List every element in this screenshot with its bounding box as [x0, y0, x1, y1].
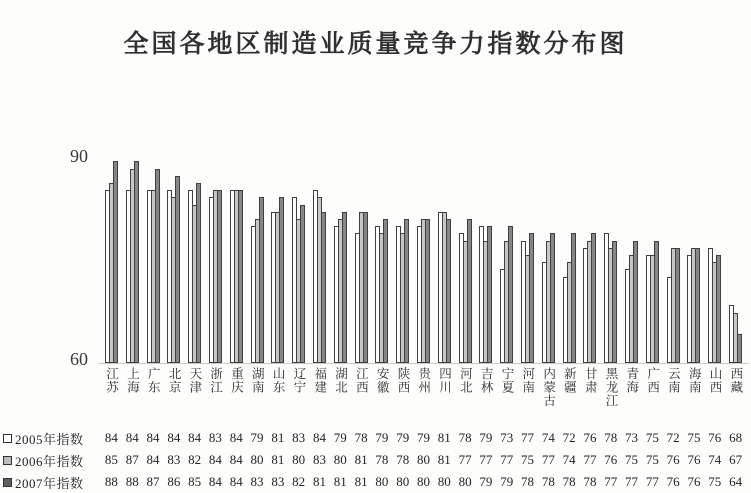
value-cell: 79	[416, 430, 430, 445]
value-cell: 84	[208, 452, 222, 467]
bar-group	[122, 147, 143, 363]
value-cell: 75	[521, 452, 535, 467]
value-cell: 80	[375, 474, 389, 489]
value-cell: 77	[521, 430, 535, 445]
value-cell: 79	[250, 430, 264, 445]
value-cell: 81	[437, 430, 451, 445]
value-cell: 81	[271, 430, 285, 445]
bar-2007	[238, 190, 243, 363]
x-axis-label: 新疆	[562, 367, 577, 394]
value-cell: 77	[458, 452, 472, 467]
value-cell: 78	[458, 430, 472, 445]
x-axis-label: 宁夏	[499, 367, 514, 394]
value-cell: 81	[354, 452, 368, 467]
bar-2007	[654, 241, 659, 363]
value-cell: 75	[708, 474, 722, 489]
value-cell: 80	[437, 474, 451, 489]
value-cell: 77	[604, 474, 618, 489]
x-axis-label: 重庆	[229, 367, 244, 394]
x-axis-label: 湖南	[250, 367, 265, 394]
value-cell: 84	[229, 430, 243, 445]
value-cell: 73	[625, 430, 639, 445]
value-cell: 82	[292, 474, 306, 489]
bar-group	[392, 147, 413, 363]
x-axis-label: 海南	[687, 367, 702, 394]
bar-2007	[383, 219, 388, 363]
value-cell: 77	[645, 474, 659, 489]
value-cell: 64	[729, 474, 743, 489]
bar-2007	[321, 212, 326, 363]
x-axis-line	[99, 363, 748, 364]
x-axis-label: 山西	[708, 367, 723, 394]
bar-2007	[300, 205, 305, 363]
bar-group	[455, 147, 476, 363]
plot-area	[101, 147, 746, 363]
value-cell: 79	[500, 474, 514, 489]
value-cell: 73	[500, 430, 514, 445]
bar-group	[101, 147, 122, 363]
value-cell: 85	[104, 452, 118, 467]
bar-group	[163, 147, 184, 363]
value-cell: 80	[333, 452, 347, 467]
bar-group	[330, 147, 351, 363]
value-cell: 76	[666, 474, 680, 489]
value-cell: 82	[188, 452, 202, 467]
x-axis-label: 广西	[645, 367, 660, 394]
bar-group	[538, 147, 559, 363]
bar-group	[580, 147, 601, 363]
bar-2007	[529, 233, 534, 363]
legend-swatch-2007	[3, 478, 12, 487]
value-cell: 78	[396, 452, 410, 467]
x-axis-labels	[101, 367, 746, 408]
value-cell: 81	[312, 474, 326, 489]
x-axis-label: 吉林	[479, 367, 494, 394]
value-cell: 84	[229, 452, 243, 467]
table-row-2006	[0, 449, 751, 471]
bar-2007	[675, 248, 680, 363]
legend-label: 2007年指数	[15, 475, 84, 491]
value-cell: 72	[562, 430, 576, 445]
value-cell: 81	[271, 452, 285, 467]
bar-group	[309, 147, 330, 363]
bar-group	[184, 147, 205, 363]
bar-group	[642, 147, 663, 363]
value-cell: 84	[167, 430, 181, 445]
bar-group	[559, 147, 580, 363]
x-axis-label: 浙江	[208, 367, 223, 394]
value-cell: 83	[292, 430, 306, 445]
bar-group	[143, 147, 164, 363]
bar-group	[267, 147, 288, 363]
value-cell: 75	[645, 430, 659, 445]
bar-2007	[716, 255, 721, 363]
x-axis-label: 山东	[271, 367, 286, 394]
bar-2007	[550, 233, 555, 363]
value-cell: 78	[562, 474, 576, 489]
bar-2007	[342, 212, 347, 363]
x-axis-label: 黑龙江	[604, 367, 618, 408]
x-axis-label: 湖北	[333, 367, 348, 394]
value-cell: 77	[625, 474, 639, 489]
value-cell: 80	[250, 452, 264, 467]
bar-group	[226, 147, 247, 363]
value-cell: 74	[562, 452, 576, 467]
value-cell: 80	[458, 474, 472, 489]
value-cell: 80	[396, 474, 410, 489]
x-axis-label: 甘肃	[583, 367, 598, 394]
bar-2007	[467, 219, 472, 363]
bar-2007	[196, 183, 201, 363]
value-cell: 77	[583, 452, 597, 467]
value-cell: 67	[729, 452, 743, 467]
bar-2007	[737, 334, 742, 363]
value-cell: 84	[188, 430, 202, 445]
x-axis-label: 上海	[125, 367, 140, 394]
bar-2007	[175, 176, 180, 363]
value-cell: 80	[416, 474, 430, 489]
value-cell: 85	[188, 474, 202, 489]
bar-2007	[508, 226, 513, 363]
x-axis-label: 贵州	[416, 367, 431, 394]
x-axis-label: 云南	[666, 367, 681, 394]
bar-2007	[487, 226, 492, 363]
bar-group	[205, 147, 226, 363]
y-axis-tick-60: 60	[70, 349, 88, 369]
value-cell: 83	[167, 452, 181, 467]
value-cell: 80	[292, 452, 306, 467]
value-cell: 78	[521, 474, 535, 489]
value-cell: 78	[354, 430, 368, 445]
bar-group	[663, 147, 684, 363]
bar-group	[684, 147, 705, 363]
legend-swatch-2005	[3, 434, 12, 443]
bar-group	[621, 147, 642, 363]
bar-2007	[113, 161, 118, 363]
bar-2007	[404, 219, 409, 363]
value-cell: 79	[396, 430, 410, 445]
x-axis-label: 陕西	[395, 367, 410, 394]
x-axis-label: 江西	[354, 367, 369, 394]
value-cell: 78	[604, 430, 618, 445]
bar-2007	[695, 248, 700, 363]
bar-group	[476, 147, 497, 363]
value-cell: 83	[208, 430, 222, 445]
bar-group	[704, 147, 725, 363]
x-axis-label: 四川	[437, 367, 452, 394]
data-table	[0, 427, 751, 493]
value-row-2006	[101, 452, 746, 468]
legend-label: 2005年指数	[15, 431, 84, 447]
value-cell: 84	[312, 430, 326, 445]
x-axis-label: 辽宁	[291, 367, 306, 394]
x-axis-label: 安徽	[375, 367, 390, 394]
value-cell: 72	[666, 430, 680, 445]
legend-cell-2005	[0, 429, 101, 448]
value-cell: 83	[271, 474, 285, 489]
legend-swatch-2006	[3, 456, 12, 465]
value-cell: 76	[666, 452, 680, 467]
table-row-2007	[0, 471, 751, 493]
value-cell: 81	[333, 474, 347, 489]
value-cell: 79	[375, 430, 389, 445]
value-cell: 84	[229, 474, 243, 489]
value-cell: 86	[167, 474, 181, 489]
value-cell: 84	[208, 474, 222, 489]
x-axis-label: 青海	[624, 367, 639, 394]
value-cell: 76	[708, 430, 722, 445]
value-cell: 83	[312, 452, 326, 467]
value-cell: 79	[333, 430, 347, 445]
value-row-2005	[101, 430, 746, 446]
value-cell: 77	[500, 452, 514, 467]
value-cell: 76	[687, 452, 701, 467]
x-axis-label: 江苏	[104, 367, 119, 394]
bar-2007	[363, 212, 368, 363]
bar-2007	[217, 190, 222, 363]
value-cell: 84	[146, 452, 160, 467]
value-cell: 74	[541, 430, 555, 445]
value-cell: 80	[416, 452, 430, 467]
x-axis-label: 西藏	[728, 367, 743, 394]
legend-cell-2006	[0, 451, 101, 470]
bar-group	[517, 147, 538, 363]
value-cell: 84	[146, 430, 160, 445]
value-cell: 78	[375, 452, 389, 467]
value-cell: 87	[146, 474, 160, 489]
value-cell: 76	[604, 452, 618, 467]
bar-2007	[155, 169, 160, 363]
value-cell: 78	[541, 474, 555, 489]
value-cell: 68	[729, 430, 743, 445]
x-axis-label: 河北	[458, 367, 473, 394]
value-cell: 75	[645, 452, 659, 467]
x-axis-label: 广东	[146, 367, 161, 394]
x-axis-label: 福建	[312, 367, 327, 394]
bar-2007	[446, 219, 451, 363]
value-cell: 88	[104, 474, 118, 489]
value-cell: 75	[625, 452, 639, 467]
value-cell: 75	[687, 430, 701, 445]
value-row-2007	[101, 474, 746, 490]
value-cell: 84	[104, 430, 118, 445]
bar-2007	[425, 219, 430, 363]
bar-2007	[612, 241, 617, 363]
bar-2007	[591, 233, 596, 363]
value-cell: 81	[437, 452, 451, 467]
x-axis-label: 河南	[520, 367, 535, 394]
bar-group	[371, 147, 392, 363]
bar-group	[247, 147, 268, 363]
value-cell: 79	[479, 474, 493, 489]
bar-group	[496, 147, 517, 363]
value-cell: 88	[125, 474, 139, 489]
value-cell: 83	[250, 474, 264, 489]
value-cell: 77	[541, 452, 555, 467]
value-cell: 76	[687, 474, 701, 489]
value-cell: 74	[708, 452, 722, 467]
value-cell: 77	[479, 452, 493, 467]
chart-title: 全国各地区制造业质量竞争力指数分布图	[123, 31, 628, 58]
y-axis-tick-90: 90	[70, 146, 88, 166]
x-axis-label: 天津	[187, 367, 202, 394]
bar-group	[725, 147, 746, 363]
value-cell: 78	[583, 474, 597, 489]
bar-2007	[279, 197, 284, 363]
value-cell: 84	[125, 430, 139, 445]
bar-2007	[571, 233, 576, 363]
bar-group	[413, 147, 434, 363]
bar-2007	[134, 161, 139, 363]
bar-2007	[259, 197, 264, 363]
bar-group	[351, 147, 372, 363]
value-cell: 81	[354, 474, 368, 489]
bar-2007	[633, 241, 638, 363]
table-row-2005	[0, 427, 751, 449]
value-cell: 79	[479, 430, 493, 445]
legend-cell-2007	[0, 473, 101, 492]
legend-label: 2006年指数	[15, 453, 84, 469]
x-axis-label: 内蒙古	[541, 367, 556, 408]
x-axis-label: 北京	[167, 367, 182, 394]
bar-group	[434, 147, 455, 363]
bar-group	[288, 147, 309, 363]
bar-group	[600, 147, 621, 363]
value-cell: 76	[583, 430, 597, 445]
value-cell: 87	[125, 452, 139, 467]
